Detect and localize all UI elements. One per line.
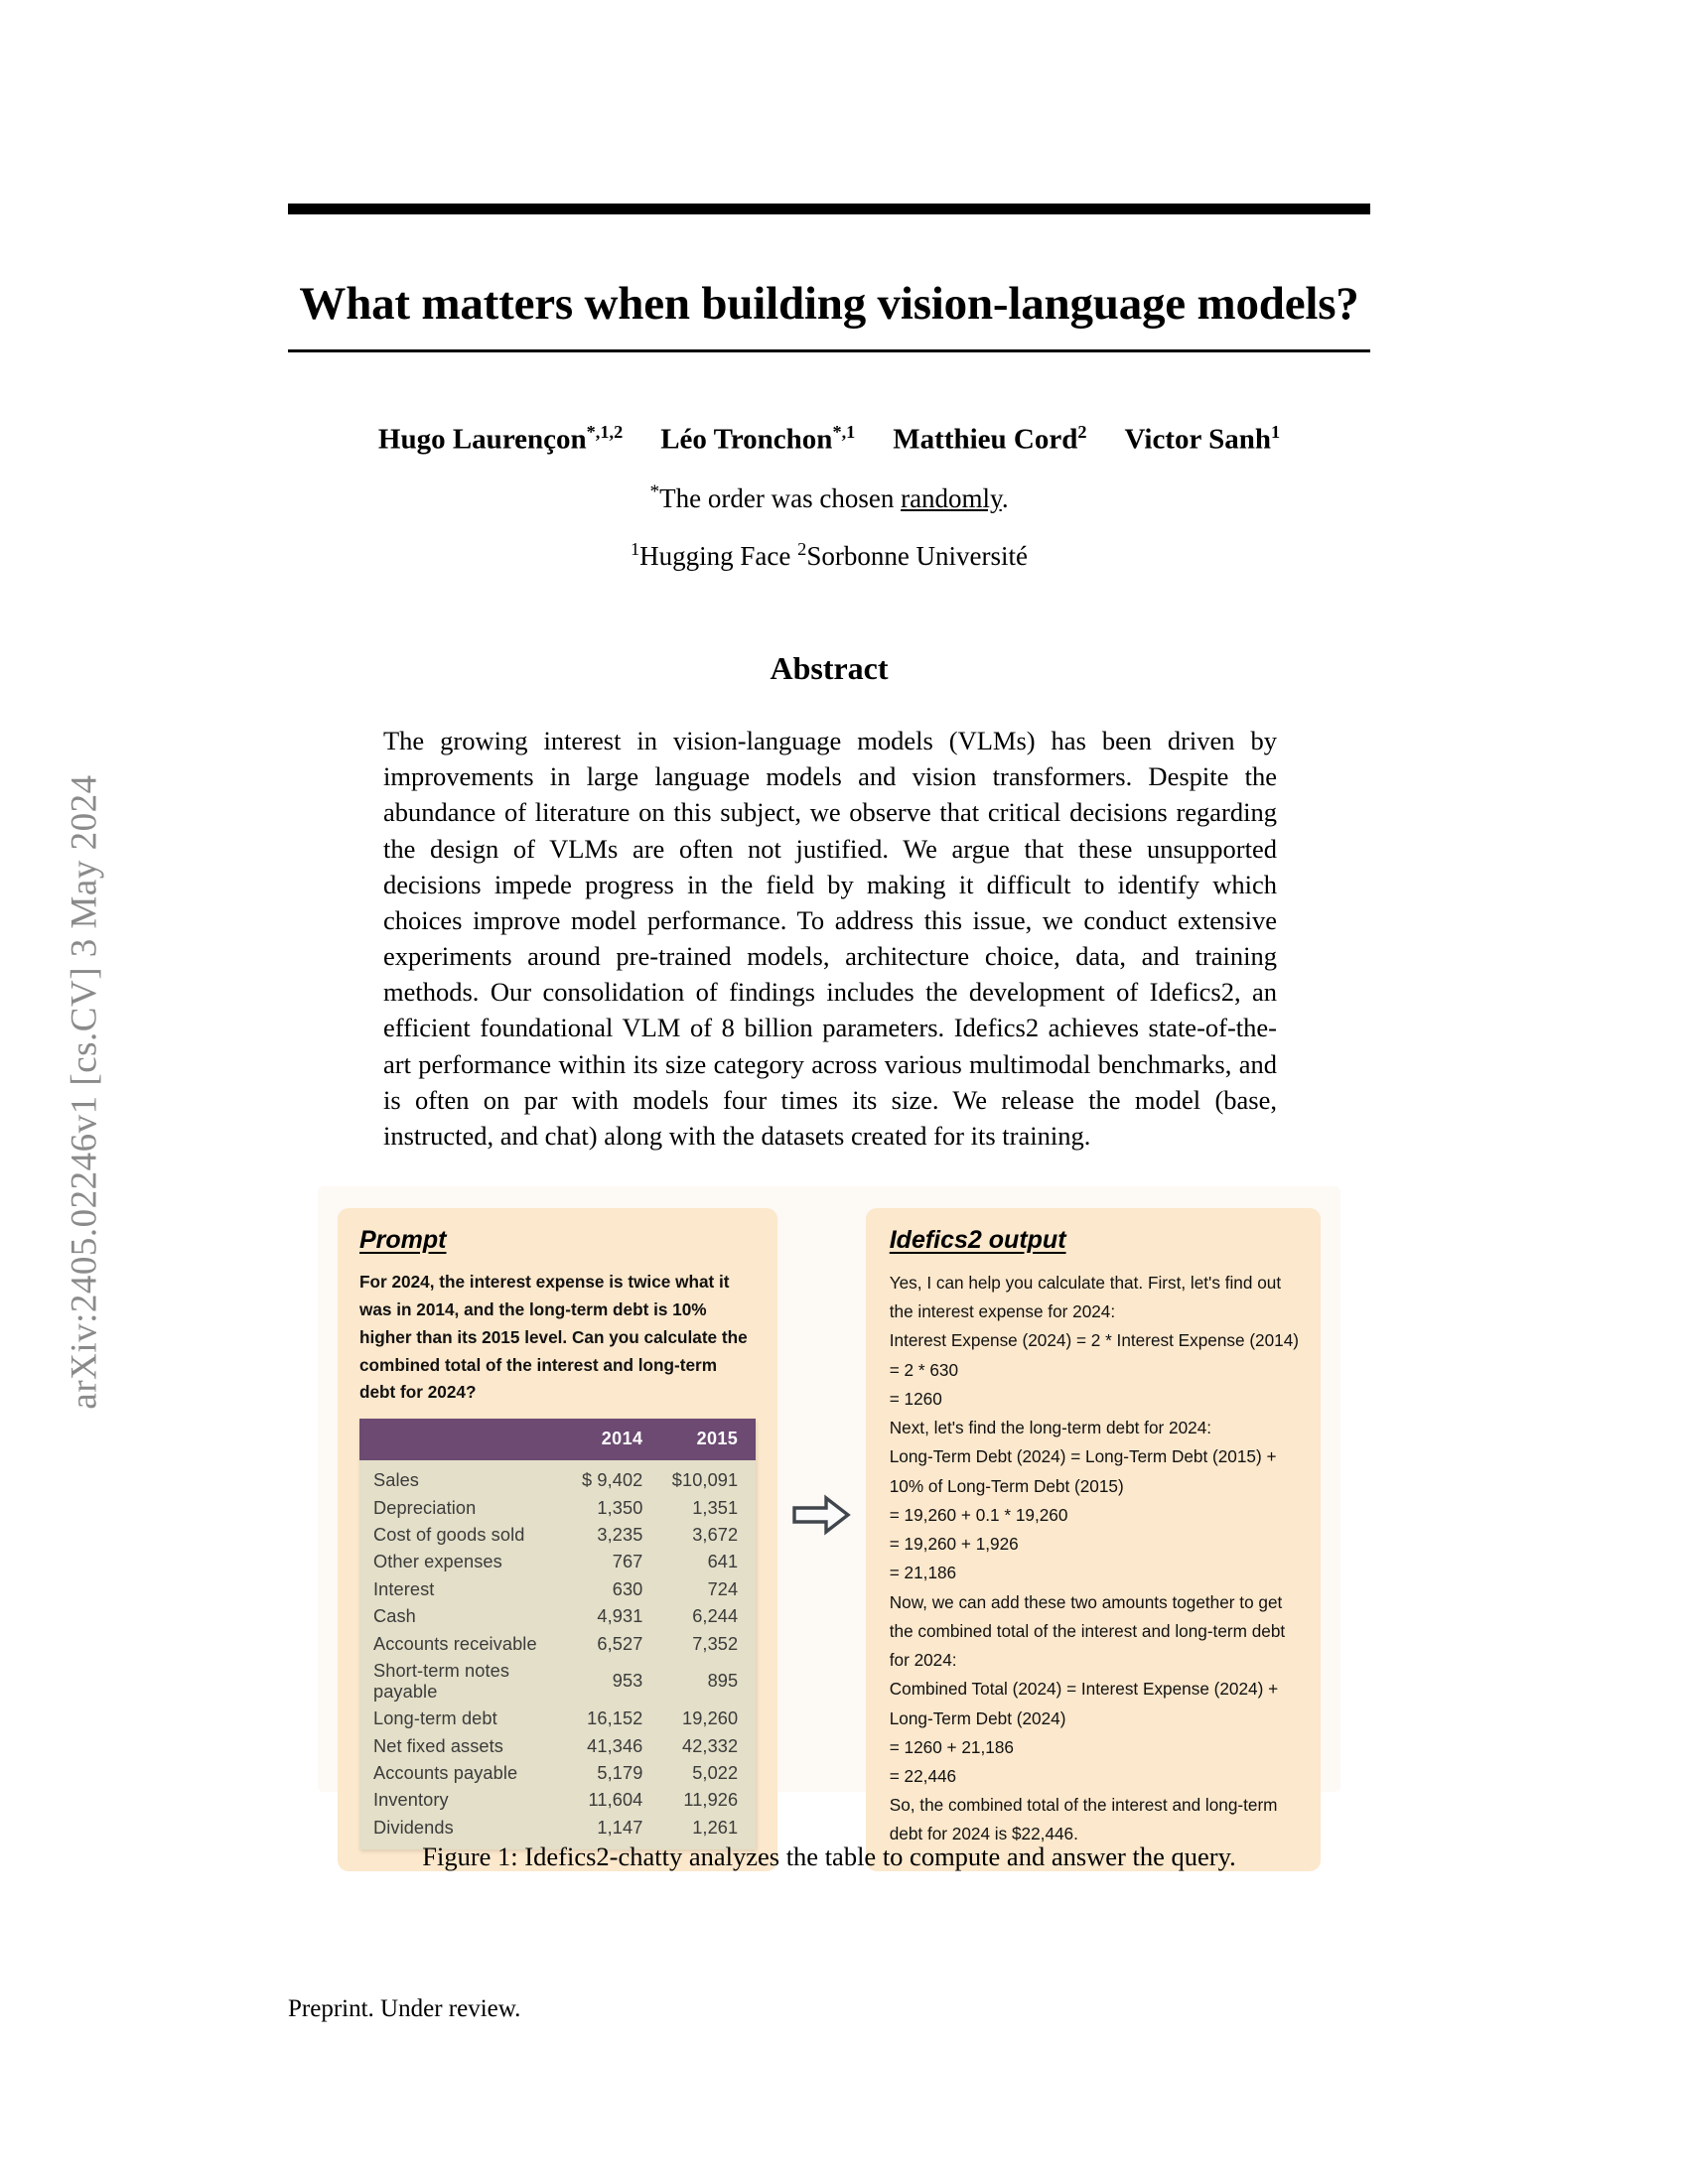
table-cell-value: 7,352 <box>692 1633 739 1654</box>
affiliation-mark-2: 2 <box>797 539 807 559</box>
output-line: = 1260 + 21,186 <box>889 1736 1014 1757</box>
affiliation-1: Hugging Face <box>639 541 798 571</box>
table-row <box>359 1760 756 1787</box>
table-cell-value: $ 9,402 <box>582 1470 643 1491</box>
table-cell-label: Net fixed assets <box>373 1735 503 1756</box>
abstract-heading: Abstract <box>770 650 889 686</box>
output-line: = 21,186 <box>889 1563 957 1583</box>
output-line: = 2 * 630 <box>889 1359 959 1380</box>
table-cell-label: Long-term debt <box>373 1708 497 1729</box>
arxiv-stamp-text: arXiv:2405.02246v1 [cs.CV] 3 May 2024 <box>64 774 105 1410</box>
author-entry <box>1125 422 1281 457</box>
table-body <box>359 1460 756 1849</box>
output-line: = 1260 <box>889 1388 942 1409</box>
table-cell-value: 11,926 <box>683 1790 739 1811</box>
output-panel <box>866 1208 1321 1871</box>
table-row <box>359 1787 756 1814</box>
table-cell-value: 1,350 <box>597 1497 643 1518</box>
column-header-2015: 2015 <box>660 1419 756 1460</box>
table-cell-value: 724 <box>707 1578 739 1599</box>
table-row <box>359 1576 756 1603</box>
page-title: What matters when building vision-language models? <box>299 278 1359 331</box>
author-list <box>288 422 1370 457</box>
table-row <box>359 1494 756 1521</box>
footnote-star: * <box>649 481 660 502</box>
financial-table <box>359 1419 756 1849</box>
author-order-note <box>288 481 1370 514</box>
panel-gap <box>777 1208 866 1770</box>
table-row <box>359 1732 756 1759</box>
table-cell-value: 41,346 <box>587 1735 643 1756</box>
prompt-panel <box>338 1208 777 1871</box>
author-marks: 1 <box>1270 422 1281 442</box>
title-rule-top <box>288 204 1370 214</box>
table-row <box>359 1603 756 1630</box>
output-line: the combined total of the interest and long-term debt <box>889 1620 1286 1641</box>
table-cell-value: 630 <box>612 1578 643 1599</box>
author-entry <box>660 422 855 457</box>
table-row <box>359 1630 756 1657</box>
output-line: for 2024: <box>889 1650 957 1671</box>
title-rule-bottom <box>288 349 1370 352</box>
table-cell-value: $10,091 <box>671 1470 739 1491</box>
table-cell-value: 5,179 <box>597 1763 643 1784</box>
table-row <box>359 1706 756 1732</box>
output-text <box>890 1269 1299 1849</box>
table-cell-value: 3,672 <box>692 1525 739 1546</box>
table-cell-label: Inventory <box>373 1790 449 1811</box>
order-note-underlined: randomly <box>901 483 1002 513</box>
output-line: Long-Term Debt (2024) <box>889 1707 1066 1728</box>
output-line: = 19,260 + 0.1 * 19,260 <box>889 1504 1068 1525</box>
table-row <box>359 1522 756 1549</box>
author-marks: *,1,2 <box>586 422 624 442</box>
output-line: = 19,260 + 1,926 <box>889 1534 1019 1555</box>
table-cell-value: 6,527 <box>597 1633 643 1654</box>
order-note-suffix: . <box>1001 483 1009 513</box>
table-cell-value: 5,022 <box>692 1763 739 1784</box>
table-cell-value: 953 <box>612 1671 643 1692</box>
column-header-label <box>359 1419 566 1460</box>
table-cell-value: 3,235 <box>597 1525 643 1546</box>
table-cell-label: Dividends <box>373 1817 454 1838</box>
author-marks: 2 <box>1077 422 1087 442</box>
table-cell-value: 19,260 <box>682 1708 739 1729</box>
table-row <box>359 1549 756 1575</box>
affiliation-mark-1: 1 <box>630 539 640 559</box>
table-cell-value: 16,152 <box>587 1708 643 1729</box>
table-cell-value: 6,244 <box>692 1606 739 1627</box>
output-line: debt for 2024 is $22,446. <box>889 1824 1078 1844</box>
table-cell-value: 767 <box>612 1552 643 1572</box>
output-line: Combined Total (2024) = Interest Expense (2024) + <box>889 1679 1279 1700</box>
table-cell-value: 1,147 <box>597 1817 643 1838</box>
affiliation-list <box>288 539 1370 572</box>
order-note-prefix: The order was chosen <box>659 483 902 513</box>
table-cell-label: Sales <box>373 1470 419 1491</box>
author-name: Victor Sanh <box>1124 423 1271 456</box>
arxiv-stamp <box>0 0 169 2184</box>
output-line: Interest Expense (2024) = 2 * Interest Expense (2014) <box>889 1330 1299 1351</box>
output-heading: Idefics2 output <box>889 1226 1066 1254</box>
table-cell-label: Other expenses <box>373 1552 502 1572</box>
prompt-heading: Prompt <box>359 1226 447 1254</box>
output-line: So, the combined total of the interest and long-term <box>889 1795 1278 1816</box>
prompt-text: For 2024, the interest expense is twice what it was in 2014, and the long-term debt is 10% higher than its 2015 level. Can you calculate the combined total of the interest and long-term debt for 2024? <box>359 1272 748 1403</box>
output-line: Now, we can add these two amounts together to get <box>889 1591 1283 1612</box>
output-line: Yes, I can help you calculate that. First, let's find out <box>889 1273 1282 1293</box>
table-cell-label: Short-term notes payable <box>373 1660 510 1702</box>
footer-note: Preprint. Under review. <box>288 1995 521 2022</box>
output-line: Long-Term Debt (2024) = Long-Term Debt (2015) + <box>889 1446 1277 1467</box>
table-cell-value: 1,261 <box>692 1817 739 1838</box>
figure-inner <box>318 1186 1340 1844</box>
table-row <box>359 1658 756 1706</box>
abstract-body: The growing interest in vision-language models (VLMs) has been driven by improvements in large language models and vision transformers. Despite the abundance of literature on this subject, we observe that critical decisions regarding the design of VLMs are often not justified. We argue that these unsupported decisions impede progress in the field by making it difficult to identify which choices improve model performance. To address this issue, we conduct extensive experiments around pre-trained models, architecture choice, data, and training methods. Our consolidation of findings includes the development of Idefics2, an efficient foundational VLM of 8 billion parameters. Idefics2 achieves state-of-the-art performance within its size category across various multimodal benchmarks, and is often on par with models four times its size. We release the model (base, instructed, and chat) along with the datasets created for its training. <box>383 726 1277 1151</box>
table-header-row <box>359 1419 756 1460</box>
table-cell-value: 11,604 <box>588 1790 643 1811</box>
table-head <box>359 1419 756 1460</box>
table-row <box>359 1460 756 1494</box>
author-marks: *,1 <box>832 422 856 442</box>
figure-1-container <box>318 1186 1340 1844</box>
table-cell-value: 641 <box>707 1552 739 1572</box>
author-name: Matthieu Cord <box>893 423 1078 456</box>
author-name: Hugo Laurençon <box>377 423 587 456</box>
figure-caption: Figure 1: Idefics2-chatty analyzes the table to compute and answer the query. <box>422 1842 1236 1871</box>
table-cell-value: 42,332 <box>682 1735 739 1756</box>
table-cell-value: 895 <box>707 1671 739 1692</box>
output-line: = 22,446 <box>889 1765 957 1786</box>
table-cell-label: Cost of goods sold <box>373 1525 525 1546</box>
right-arrow-icon <box>790 1493 852 1537</box>
output-line: 10% of Long-Term Debt (2015) <box>889 1475 1124 1496</box>
output-line: Next, let's find the long-term debt for 2024: <box>889 1418 1212 1438</box>
table-cell-label: Accounts payable <box>373 1763 518 1784</box>
table-cell-value: 4,931 <box>597 1606 643 1627</box>
table-cell-label: Accounts receivable <box>373 1633 537 1654</box>
author-entry <box>893 422 1086 457</box>
author-entry <box>378 422 623 457</box>
table-cell-label: Cash <box>373 1606 416 1627</box>
author-name: Léo Tronchon <box>660 423 833 456</box>
table-cell-value: 1,351 <box>692 1497 739 1518</box>
output-line: the interest expense for 2024: <box>889 1301 1116 1322</box>
table-cell-label: Interest <box>373 1578 435 1599</box>
table-cell-label: Depreciation <box>373 1497 477 1518</box>
column-header-2014: 2014 <box>566 1419 661 1460</box>
page-content <box>288 0 1400 2184</box>
affiliation-2: Sorbonne Université <box>806 541 1029 571</box>
